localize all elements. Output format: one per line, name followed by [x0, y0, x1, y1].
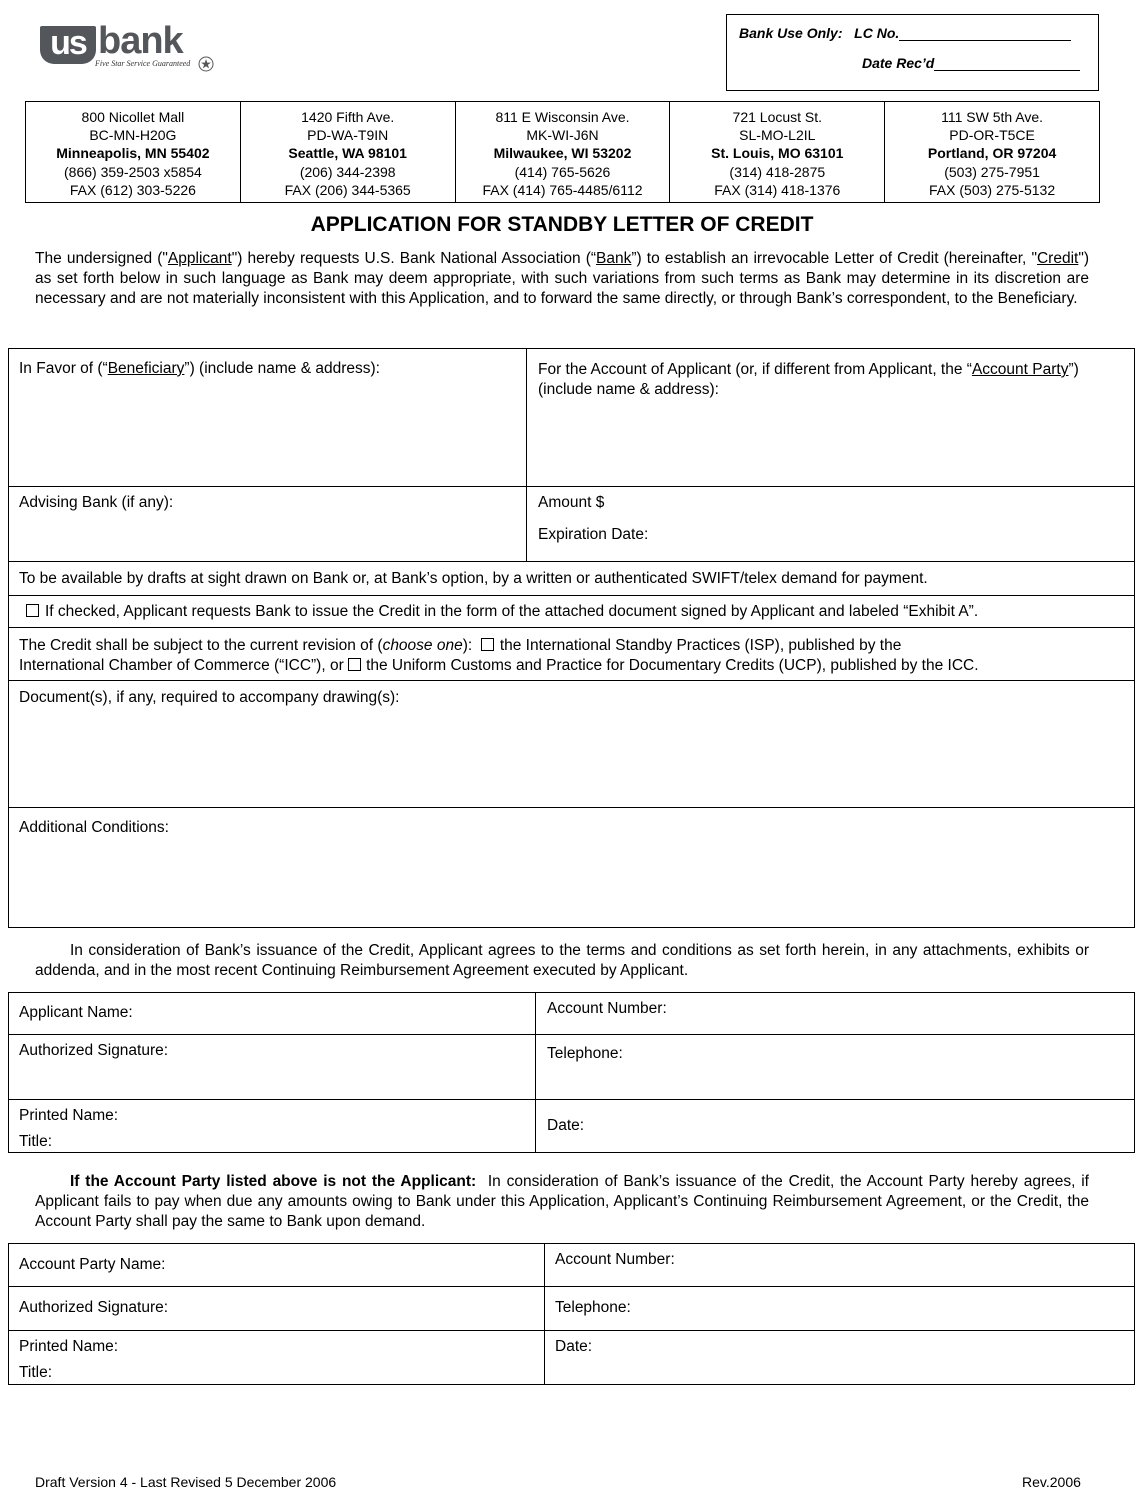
applicant-printed-name-field[interactable]: Printed Name: [19, 1107, 119, 1124]
office-minneapolis: 800 Nicollet Mall BC-MN-H20G Minneapolis, MN 55402 (866) 359-2503 x5854 FAX (612) 303-5226 [26, 102, 241, 202]
us-bank-logo [40, 20, 220, 76]
account-party-field[interactable]: For the Account of Applicant (or, if different from Applicant, the “Account Party”) (include name & address): [538, 361, 1079, 398]
page-title: APPLICATION FOR STANDBY LETTER OF CREDIT [310, 213, 814, 236]
applicant-name-field[interactable]: Applicant Name: [19, 1004, 133, 1021]
applicant-title-field[interactable]: Title: [19, 1133, 53, 1150]
applicant-telephone-field[interactable]: Telephone: [547, 1045, 623, 1062]
account-party-date-field[interactable]: Date: [555, 1338, 593, 1355]
account-party-telephone-field[interactable]: Telephone: [555, 1299, 631, 1316]
account-party-note: If the Account Party listed above is not the Applicant: In consideration of Bank’s issuance of the Credit, the Account Party hereby agrees, if Applicant fails to pay when due any amounts owing to Bank under this Application, Applicant’s Continuing Reimbursement Agreement, or the Credit, the Account Party shall pay the same to Bank upon demand. [35, 1173, 1089, 1230]
account-party-name-field[interactable]: Account Party Name: [19, 1256, 166, 1273]
logo-bank-wordmark: bank [98, 20, 183, 62]
office-milwaukee: 811 E Wisconsin Ave. MK-WI-J6N Milwaukee, WI 53202 (414) 765-5626 FAX (414) 765-4485/6112 [456, 102, 671, 202]
lc-no-field[interactable] [899, 26, 1071, 41]
applicant-account-number-field[interactable]: Account Number: [547, 1000, 667, 1017]
account-party-account-number-field[interactable]: Account Number: [555, 1251, 675, 1268]
account-party-printed-name-field[interactable]: Printed Name: [19, 1338, 119, 1355]
documents-required-field[interactable]: Document(s), if any, required to accompany drawing(s): [19, 689, 400, 706]
exhibit-a-checkbox[interactable] [26, 604, 39, 617]
footer-version: Draft Version 4 - Last Revised 5 December 2006 [35, 1474, 337, 1490]
lc-no-label: LC No. [854, 25, 900, 41]
bank-use-only-box [726, 14, 1099, 91]
footer-revision: Rev.2006 [1022, 1474, 1081, 1490]
office-seattle: 1420 Fifth Ave. PD-WA-T9IN Seattle, WA 98101 (206) 344-2398 FAX (206) 344-5365 [241, 102, 456, 202]
office-st-louis: 721 Locust St. SL-MO-L2IL St. Louis, MO 63101 (314) 418-2875 FAX (314) 418-1376 [670, 102, 885, 202]
date-recd-field[interactable] [934, 56, 1080, 71]
star-badge-icon [198, 56, 214, 72]
applicant-signature-field[interactable]: Authorized Signature: [19, 1042, 169, 1059]
amount-field[interactable]: Amount $ [538, 494, 605, 511]
account-party-signature-field[interactable]: Authorized Signature: [19, 1299, 169, 1316]
exhibit-a-option: If checked, Applicant requests Bank to issue the Credit in the form of the attached document signed by Applicant and labeled “Exhibit A”. [26, 603, 978, 621]
applicant-date-field[interactable]: Date: [547, 1117, 585, 1134]
additional-conditions-field[interactable]: Additional Conditions: [19, 819, 169, 836]
logo-tagline: Five Star Service Guaranteed [95, 59, 191, 68]
office-address-table [25, 101, 1100, 203]
logo-us-shield: us [40, 26, 96, 64]
ucp-checkbox[interactable] [348, 658, 361, 671]
consideration-paragraph: In consideration of Bank’s issuance of the Credit, Applicant agrees to the terms and conditions as set forth herein, in any attachments, exhibits or addenda, and in the most recent Continuing Reimbursement Agreement executed by Applicant. [35, 942, 1089, 979]
intro-paragraph: The undersigned ("Applicant") hereby requests U.S. Bank National Association (“Bank”) to establish an irrevocable Letter of Credit (hereinafter, "Credit") as set forth below in such language as Bank may deem appropriate, with such variations from such terms as Bank may determine in its discretion are necessary and are not materially inconsistent with this Application, and to forward the same directly, or through Bank’s correspondent, to the Beneficiary. [35, 250, 1089, 307]
availability-text: To be available by drafts at sight drawn on Bank or, at Bank’s option, by a written or authenticated SWIFT/telex demand for payment. [19, 570, 928, 587]
subject-rules-option: The Credit shall be subject to the current revision of (choose one): the International Standby Practices (ISP), published by the International Chamber of Commerce (“ICC”), or the Uniform Customs and Practice for Documentary Credits (UCP), published by the ICC. [19, 637, 979, 674]
office-portland: 111 SW 5th Ave. PD-OR-T5CE Portland, OR 97204 (503) 275-7951 FAX (503) 275-5132 [927, 109, 1057, 198]
beneficiary-field[interactable]: In Favor of (“Beneficiary”) (include name & address): [19, 360, 380, 377]
account-party-title-field[interactable]: Title: [19, 1364, 53, 1381]
expiration-date-field[interactable]: Expiration Date: [538, 526, 649, 543]
advising-bank-field[interactable]: Advising Bank (if any): [19, 494, 174, 511]
date-recd-label: Date Rec’d [862, 55, 935, 71]
isp-checkbox[interactable] [481, 638, 494, 651]
bank-use-label: Bank Use Only: [739, 25, 843, 41]
